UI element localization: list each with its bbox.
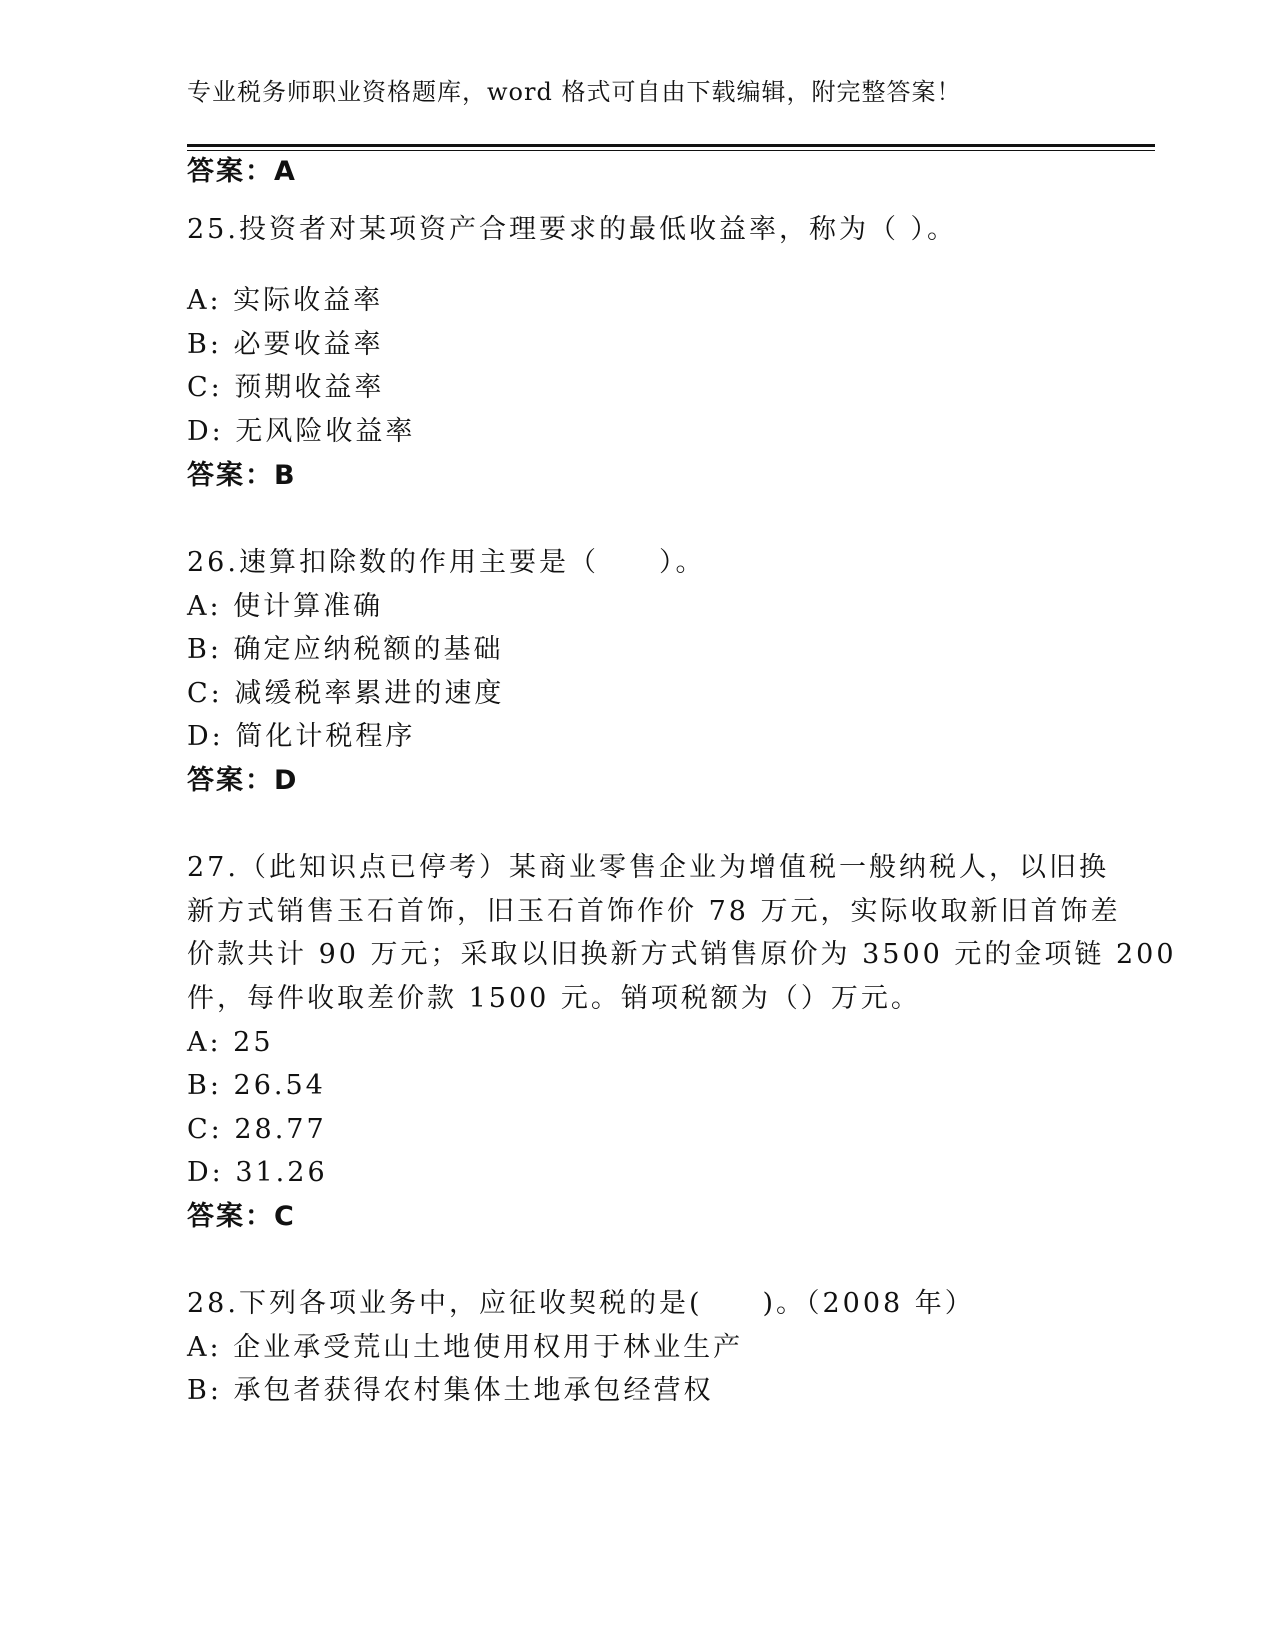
q25-option-b: B: 必要收益率 <box>187 329 384 360</box>
header-text: 专业税务师职业资格题库，word 格式可自由下载编辑，附完整答案！ <box>187 78 962 106</box>
q26-option-b: B: 确定应纳税额的基础 <box>187 634 504 665</box>
q27-option-a: A: 25 <box>187 1027 274 1058</box>
q27-answer: 答案：C <box>187 1201 296 1232</box>
q26-stem: 26.速算扣除数的作用主要是（ ）。 <box>187 547 706 578</box>
q27-stem-line-3: 价款共计 90 万元；采取以旧换新方式销售原价为 3500 元的金项链 200 <box>187 939 1177 970</box>
q28-option-a: A: 企业承受荒山土地使用权用于林业生产 <box>187 1332 744 1363</box>
q25-option-a: A: 实际收益率 <box>187 285 384 316</box>
q26-option-c: C: 减缓税率累进的速度 <box>187 678 505 709</box>
q26-answer: 答案：D <box>187 765 299 796</box>
q27-stem-line-1: 27.（此知识点已停考）某商业零售企业为增值税一般纳税人，以旧换 <box>187 852 1109 883</box>
q28-stem: 28.下列各项业务中，应征收契税的是( )。（2008 年） <box>187 1288 975 1319</box>
q27-stem-line-4: 件，每件收取差价款 1500 元。销项税额为（）万元。 <box>187 983 921 1014</box>
q27-option-d: D: 31.26 <box>187 1157 328 1188</box>
header-rule-thick <box>187 144 1155 147</box>
header-rule-thin <box>187 150 1155 151</box>
q26-option-a: A: 使计算准确 <box>187 591 384 622</box>
q28-option-b: B: 承包者获得农村集体土地承包经营权 <box>187 1375 714 1406</box>
answer-24: 答案：A <box>187 156 297 187</box>
q25-option-c: C: 预期收益率 <box>187 372 385 403</box>
q26-option-d: D: 简化计税程序 <box>187 721 416 752</box>
q25-answer: 答案：B <box>187 460 297 491</box>
q27-stem-line-2: 新方式销售玉石首饰，旧玉石首饰作价 78 万元，实际收取新旧首饰差 <box>187 896 1121 927</box>
q27-option-c: C: 28.77 <box>187 1114 327 1145</box>
q25-option-d: D: 无风险收益率 <box>187 416 416 447</box>
q25-stem: 25.投资者对某项资产合理要求的最低收益率，称为（ ）。 <box>187 214 958 245</box>
q27-option-b: B: 26.54 <box>187 1070 326 1101</box>
